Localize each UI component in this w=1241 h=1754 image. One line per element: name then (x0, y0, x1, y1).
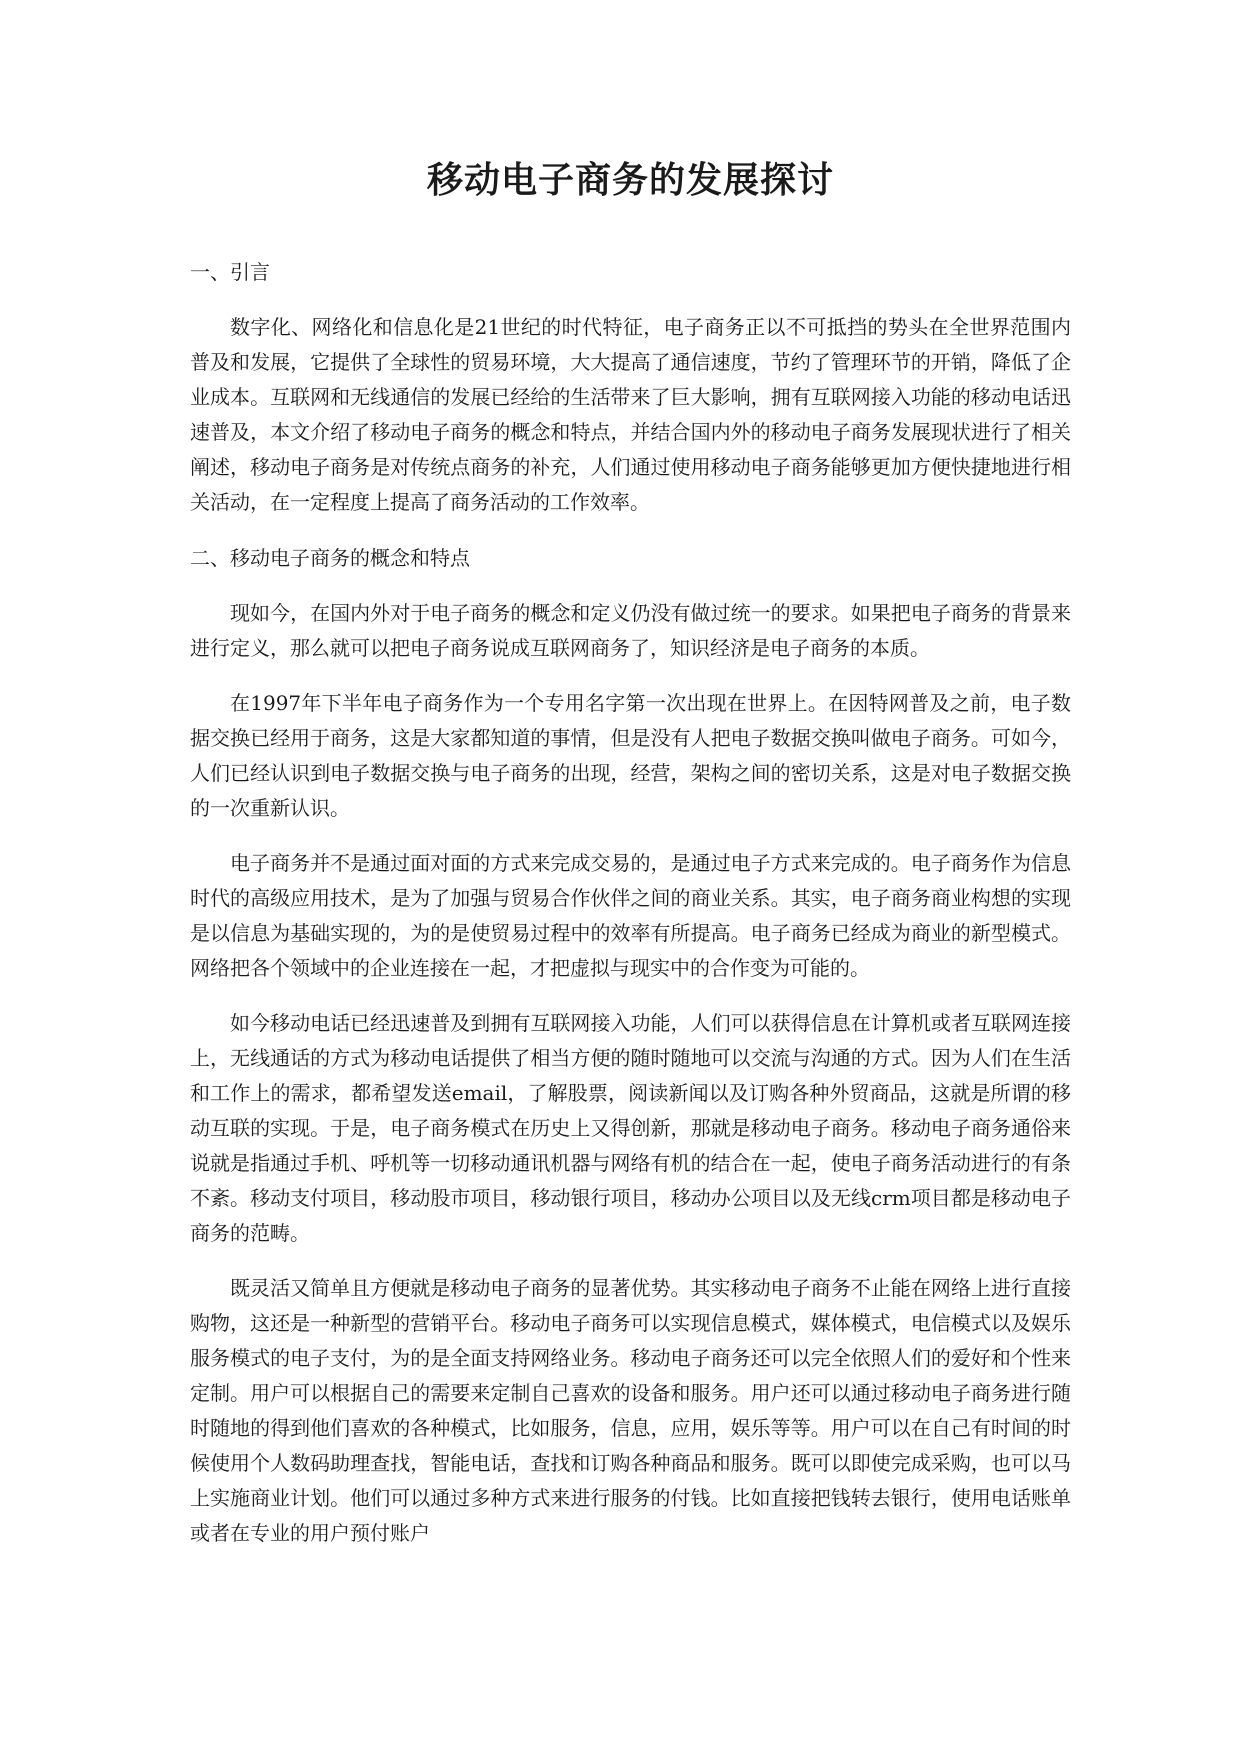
paragraph: 数字化、网络化和信息化是21世纪的时代特征，电子商务正以不可抵挡的势头在全世界范围内普及和发展，它提供了全球性的贸易环境，大大提高了通信速度，节约了管理环节的开销，降低了企业成本。互联网和无线通信的发展已经给的生活带来了巨大影响，拥有互联网接入功能的移动电话迅速普及，本文介绍了移动电子商务的概念和特点，并结合国内外的移动电子商务发展现状进行了相关阐述，移动电子商务是对传统点商务的补充，人们通过使用移动电子商务能够更加方便快捷地进行相关活动，在一定程度上提高了商务活动的工作效率。 (190, 315, 1071, 514)
section-heading: 二、移动电子商务的概念和特点 (190, 546, 470, 570)
paragraph: 既灵活又简单且方便就是移动电子商务的显著优势。其实移动电子商务不止能在网络上进行直接购物，这还是一种新型的营销平台。移动电子商务可以实现信息模式，媒体模式，电信模式以及娱乐服务模式的电子支付，为的是全面支持网络业务。移动电子商务还可以完全依照人们的爱好和个性来定制。用户可以根据自己的需要来定制自己喜欢的设备和服务。用户还可以通过移动电子商务进行随时随地的得到他们喜欢的各种模式，比如服务，信息，应用，娱乐等等。用户可以在自己有时间的时候使用个人数码助理查找，智能电话，查找和订购各种商品和服务。既可以即使完成采购，也可以马上实施商业计划。他们可以通过多种方式来进行服务的付钱。比如直接把钱转去银行，使用电话账单或者在专业的用户预付账户 (190, 1276, 1071, 1545)
paragraph: 在1997年下半年电子商务作为一个专用名字第一次出现在世界上。在因特网普及之前，电子数据交换已经用于商务，这是大家都知道的事情，但是没有人把电子数据交换叫做电子商务。可如今，人们已经认识到电子数据交换与电子商务的出现，经营，架构之间的密切关系，这是对电子数据交换的一次重新认识。 (190, 691, 1071, 820)
paragraph: 电子商务并不是通过面对面的方式来完成交易的，是通过电子方式来完成的。电子商务作为信息时代的高级应用技术，是为了加强与贸易合作伙伴之间的商业关系。其实，电子商务商业构想的实现是以信息为基础实现的，为的是使贸易过程中的效率有所提高。电子商务已经成为商业的新型模式。网络把各个领域中的企业连接在一起，才把虚拟与现实中的合作变为可能的。 (190, 851, 1071, 980)
section-introduction (190, 254, 1071, 520)
section-heading: 一、引言 (190, 260, 270, 284)
paragraph: 如今移动电话已经迅速普及到拥有互联网接入功能，人们可以获得信息在计算机或者互联网连接上，无线通话的方式为移动电话提供了相当方便的随时随地可以交流与沟通的方式。因为人们在生活和工作上的需求，都希望发送email，了解股票，阅读新闻以及订购各种外贸商品，这就是所谓的移动互联的实现。于是，电子商务模式在历史上又得创新，那就是移动电子商务。移动电子商务通俗来说就是指通过手机、呼机等一切移动通讯机器与网络有机的结合在一起，使电子商务活动进行的有条不紊。移动支付项目，移动股市项目，移动银行项目，移动办公项目以及无线crm项目都是移动电子商务的范畴。 (190, 1011, 1071, 1245)
section-concept-and-features (190, 540, 1071, 1551)
document-body (190, 150, 1071, 1571)
paragraph: 现如今，在国内外对于电子商务的概念和定义仍没有做过统一的要求。如果把电子商务的背景来进行定义，那么就可以把电子商务说成互联网商务了，知识经济是电子商务的本质。 (190, 601, 1071, 660)
document-title: 移动电子商务的发展探讨 (426, 159, 834, 201)
